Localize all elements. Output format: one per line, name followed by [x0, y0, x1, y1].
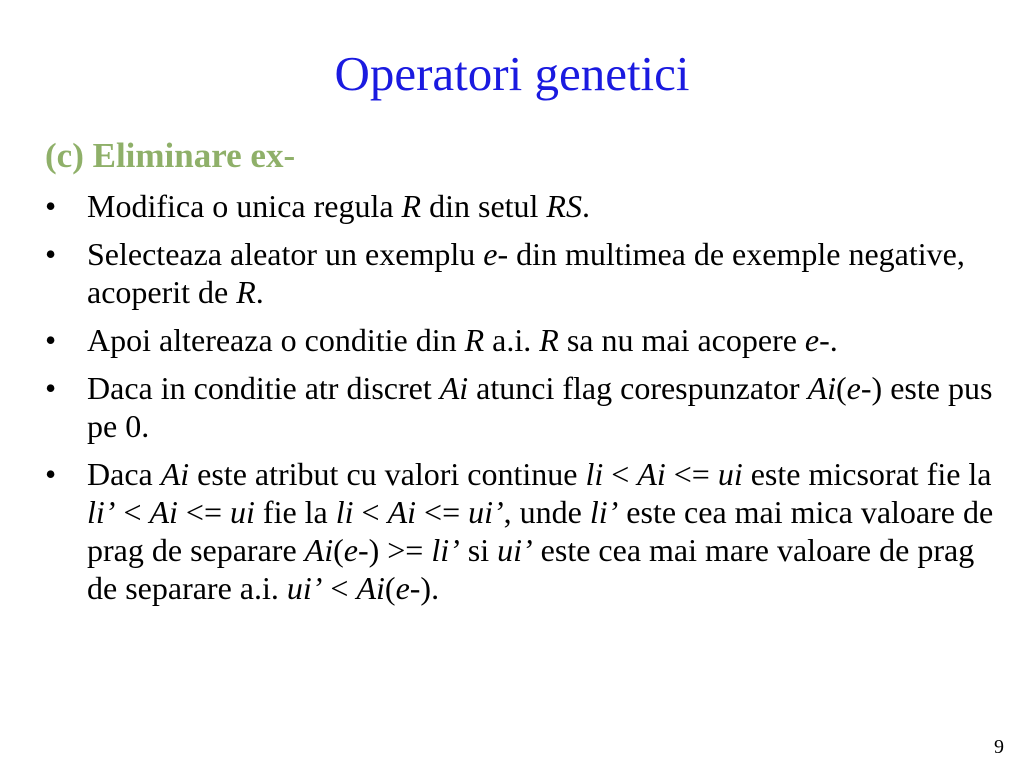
bullet-text: - din multimea de exemple negative, acoperit de [87, 236, 965, 310]
italic-term: RS [546, 188, 582, 224]
italic-term: li’ [87, 494, 116, 530]
bullet-text: < [353, 494, 388, 530]
section-subtitle: (c) Eliminare ex- [45, 136, 296, 175]
italic-term: ui [717, 456, 743, 492]
bullet-text: Daca [87, 456, 161, 492]
bullet-text: si [459, 532, 498, 568]
italic-term: e [804, 322, 820, 358]
bullet-text: <= [177, 494, 231, 530]
bullet-text: < [115, 494, 150, 530]
bullet-text: a.i. [484, 322, 540, 358]
italic-term: ui’ [497, 532, 533, 568]
italic-term: ui’ [286, 570, 323, 606]
italic-term: li [335, 494, 354, 530]
bullet-dot-icon: • [45, 188, 57, 224]
italic-term: li’ [431, 532, 460, 568]
italic-term: Ai [807, 370, 837, 406]
bullet-text: . [255, 274, 264, 310]
slide-title: Operatori genetici [334, 46, 690, 101]
bullet-dot-icon: • [45, 456, 57, 492]
bullet-text: <= [416, 494, 469, 530]
italic-term: Ai [439, 370, 469, 406]
italic-term: Ai [149, 494, 178, 530]
italic-term: R [236, 274, 256, 310]
bullet-text: Modifica o unica regula [87, 188, 402, 224]
bullet-text: atunci flag corespunzator [468, 370, 808, 406]
bullet-text: sa nu mai acopere [558, 322, 805, 358]
page-number: 9 [994, 736, 1004, 758]
italic-term: e [395, 570, 410, 606]
bullet-text: -). [409, 570, 440, 606]
italic-term: li’ [589, 494, 619, 530]
bullet-text: este cea mai mare valoare de prag de separare a.i. [87, 532, 975, 606]
bullet-text: ( [384, 570, 396, 606]
bullet-text: -) este pus pe 0. [87, 370, 993, 444]
bullet-text: este cea mai mica valoare de prag de separare [87, 494, 994, 568]
italic-term: e [846, 370, 861, 406]
bullet-text: ( [333, 532, 344, 568]
bullet-text: din setul [421, 188, 547, 224]
bullet-dot-icon: • [45, 322, 57, 358]
italic-term: R [539, 322, 559, 358]
bullet-text: este micsorat fie la [742, 456, 992, 492]
bullet-item [45, 321, 995, 359]
italic-term: ui’ [468, 494, 504, 530]
bullet-text: < [322, 570, 357, 606]
bullet-text: < [603, 456, 638, 492]
bullet-text: , unde [503, 494, 590, 530]
italic-term: Ai [304, 532, 334, 568]
bullet-text: Daca in conditie atr discret [87, 370, 440, 406]
italic-term: li [585, 456, 604, 492]
bullet-text: este atribut cu valori continue [189, 456, 586, 492]
italic-term: Ai [160, 456, 190, 492]
bullet-item [45, 369, 995, 445]
italic-term: Ai [387, 494, 417, 530]
bullet-text: <= [665, 456, 718, 492]
italic-term: ui [230, 494, 255, 530]
bullet-text: . [581, 188, 590, 224]
italic-term: e [343, 532, 358, 568]
bullet-text: -. [819, 322, 838, 358]
bullet-text: -) >= [357, 532, 432, 568]
bullet-dot-icon: • [45, 236, 57, 272]
italic-term: e [483, 236, 498, 272]
bullet-text: fie la [254, 494, 336, 530]
bullet-text: ( [836, 370, 847, 406]
bullet-item [45, 187, 995, 225]
italic-term: Ai [356, 570, 385, 606]
bullet-item [45, 455, 995, 607]
bullet-text: Selecteaza aleator un exemplu [87, 236, 484, 272]
italic-term: R [464, 322, 485, 358]
bullet-item [45, 235, 995, 311]
bullet-dot-icon: • [45, 370, 57, 406]
bullet-list [45, 187, 995, 617]
italic-term: Ai [637, 456, 666, 492]
italic-term: R [401, 188, 422, 224]
bullet-text: Apoi altereaza o conditie din [87, 322, 465, 358]
